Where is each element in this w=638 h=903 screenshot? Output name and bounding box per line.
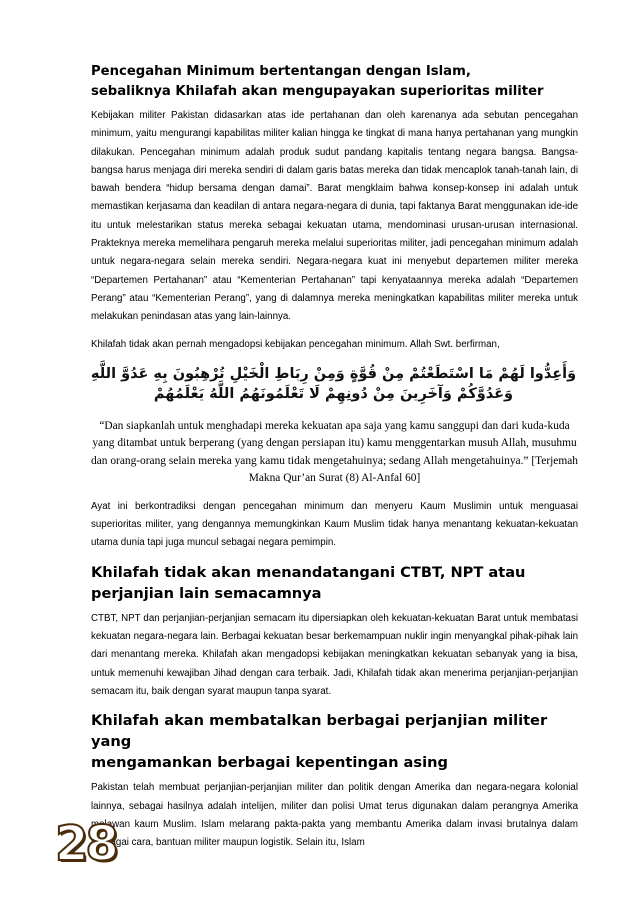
heading-line: Khilafah tidak akan menandatangani CTBT, NPT atau — [91, 563, 526, 581]
body-paragraph: Pakistan telah membuat perjanjian-perjanjian militer dan politik dengan Amerika dan negara-negara kolonial lainnya, sebagai hasilnya adalah intelijen, militer dan polisi Umat terus digunakan dalam perangnya Amerika melawan kaum Muslim. Islam melarang pakta-pakta yang membantu Amerika dalam invasi brutalnya dalam berbagai cara, bantuan militer maupun logistik. Selain itu, Islam — [91, 782, 578, 849]
page-number: 28 — [55, 816, 116, 872]
arabic-verse: وَأَعِدُّوا لَهُمْ مَا اسْتَطَعْتُمْ مِنْ قُوَّةٍ وَمِنْ رِبَاطِ الْخَيْلِ تُرْهِبُونَ بِهِ عَدُوَّ اللَّهِ وَعَدُوَّكُمْ وَآخَرِينَ مِنْ دُونِهِمْ لَا تَعْلَمُونَهُمُ اللَّهُ يَعْلَمُهُمْ — [90, 365, 577, 402]
section-heading-military-treaties — [91, 710, 578, 773]
heading-line: Pencegahan Minimum bertentangan dengan Islam, — [91, 64, 471, 79]
verse-translation: “Dan siapkanlah untuk menghadapi mereka kekuatan apa saja yang kamu sanggupi dan dari kuda-kuda yang ditambat untuk berperang (yang dengan persiapan itu) kamu menggentarkan musuh Allah, musuhmu dan orang-orang selain mereka yang kamu tidak mengetahuinya; sedang Allah mengetahuinya.” [Terjemah Makna Qur’an Surat (8) Al-Anfal 60] — [91, 419, 578, 485]
body-paragraph: Ayat ini berkontradiksi dengan pencegahan minimum dan menyeru Kaum Muslimin untuk menguasai superioritas militer, yang dengannya memungkinkan Kaum Muslim tidak hanya menantang kekuatan-kekuatan utama dunia tapi juga muncul sebagai negara pemimpin. — [91, 500, 578, 549]
heading-line: mengamankan berbagai kepentingan asing — [91, 754, 448, 772]
heading-line: Khilafah akan membatalkan berbagai perjanjian militer yang — [91, 712, 548, 751]
section-heading-minimum-deterrence — [91, 62, 578, 101]
body-paragraph: Kebijakan militer Pakistan didasarkan atas ide pertahanan dan oleh karenanya ada sebutan pencegahan minimum, yaitu mengurangi kapabilitas militer kalian hingga ke tingkat di mana hanya pertahanan yang mungkin dilakukan. Pencegahan minimum adalah produk sudut pandang kapitalis tentang negara bangsa. Bangsa-bangsa harus menjaga diri mereka sendiri di dalam garis batas mereka dan tidak mencaplok tanah-tanah lain, di bawah bendera “hidup bersama dengan damai”. Barat mengklaim bahwa konsep-konsep ini adalah untuk memastikan kerjasama dan keadilan di antara negara-negara di dunia, tapi faktanya Barat menggunakan ide-ide itu untuk melestarikan status mereka sebagai kekuatan utama, mendominasi urusan-urusan internasional. Prakteknya mereka memelihara pengaruh mereka melalui superioritas militer, jadi pencegahan minimum adalah untuk negara-negara selain mereka sendiri. Negara-negara kuat ini menyebut departemen militer mereka “Departemen Pertahanan” atau “Kementerian Pertahanan” tapi kenyataannya mereka adalah “Departemen Perang” atau “Kementerian Perang”, yang di dalamnya mereka meningkatkan kapabilitas militer mereka untuk melakukan penindasan atas yang lain-lainnya. — [91, 110, 578, 323]
heading-line: perjanjian lain semacamnya — [91, 584, 322, 602]
heading-line: sebaliknya Khilafah akan mengupayakan superioritas militer — [91, 83, 544, 99]
section-heading-ctbt-npt — [91, 562, 578, 604]
page-content — [91, 62, 578, 861]
verse-intro-paragraph: Khilafah tidak akan pernah mengadopsi kebijakan pencegahan minimum. Allah Swt. berfirman, — [91, 338, 500, 350]
body-paragraph: CTBT, NPT dan perjanjian-perjanjian semacam itu dipersiapkan oleh kekuatan-kekuatan Barat untuk membatasi kekuatan negara-negara lain. Berbagai kekuatan besar berkemampuan nuklir ingin menyangkal pihak-pihak lain dari menantang mereka. Khilafah akan mengadopsi kebijakan meningkatkan kekuatan sebanyak yang ia bisa, untuk memenuhi kewajiban Jihad dengan cara terbaik. Jadi, Khilafah tidak akan menerima perjanjian-perjanjian semacam itu, baik dengan syarat maupun tanpa syarat. — [91, 612, 578, 697]
